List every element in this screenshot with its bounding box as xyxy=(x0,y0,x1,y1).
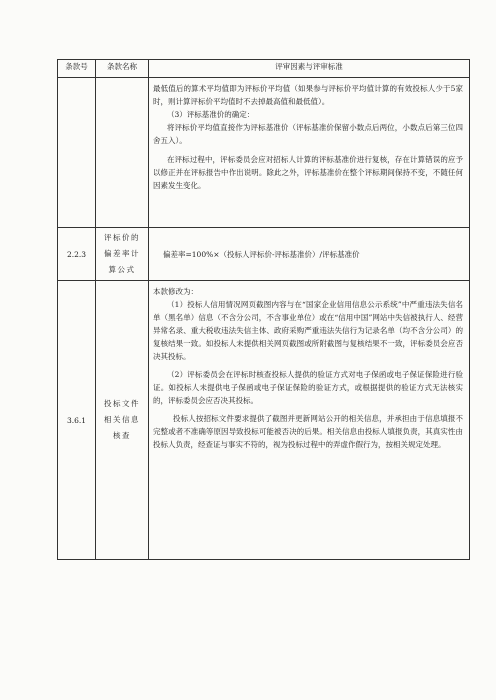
formula-cell: 偏差率=100%×（投标人评标价-评标基准价）/评标基准价 xyxy=(149,228,470,281)
header-clause-name: 条款名称 xyxy=(96,60,149,78)
clause-name-line: 核查 xyxy=(113,431,131,440)
paragraph: 投标人按招标文件要求提供了截图并更新网站公开的相关信息，并承担由于信息填报不完整或者不准确等原因导致投标可能被否决的后果。相关信息由投标人填报负责，其真实性由投标人负责，经查证与事实不符的，视为投标过程中的弄虚作假行为，按相关规定处理。 xyxy=(153,414,463,449)
evaluation-table xyxy=(57,59,470,560)
table-row xyxy=(58,281,470,560)
clause-name-line: 相关信息 xyxy=(104,415,140,424)
clause-number-cell: 3.6.1 xyxy=(58,281,96,560)
clause-name-cell xyxy=(96,281,149,560)
paragraph: （3）评标基准价的确定： xyxy=(167,110,255,119)
table-header-row xyxy=(58,60,470,78)
clause-name-line: 偏差率计 xyxy=(104,249,140,258)
clause-name-cell xyxy=(96,78,149,228)
clause-name-cell xyxy=(96,228,149,281)
table-row xyxy=(58,228,470,281)
paragraph: 在评标过程中，评标委员会应对招标人计算的评标基准价进行复核，存在计算错误的应予以修正并在评标报告中作出说明。除此之外，评标基准价在整个评标期间保持不变，不随任何因素发生变化。 xyxy=(153,155,463,190)
criteria-cell xyxy=(149,281,470,560)
clause-name-line: 投标文件 xyxy=(104,399,140,408)
clause-name-line: 评标价的 xyxy=(104,233,140,242)
paragraph: 本款修改为： xyxy=(153,287,198,296)
paragraph: 将评标价平均值直接作为评标基准价（评标基准价保留小数点后两位，小数点后第三位四舍五入）。 xyxy=(153,123,463,145)
clause-name-line: 算公式 xyxy=(108,265,136,274)
header-criteria: 评审因素与评审标准 xyxy=(149,60,470,78)
clause-number-cell xyxy=(58,78,96,228)
paragraph: （2）评标委员会在评标时核查投标人提供的验证方式对电子保函或电子保证保险进行验证。如投标人未提供电子保函或电子保证保险的验证方式，或根据提供的验证方式无法核实的，评标委员会应否决其投标。 xyxy=(153,370,463,405)
paragraph: （1）投标人信用情况网页截图内容与在“国家企业信用信息公示系统”中严重违法失信名单（黑名单）信息（不含分公司，不含事业单位）或在“信用中国”网站中失信被执行人、经营异常名录、重大税收违法失信主体、政府采购严重违法失信行为记录名单（均不含分公司）的复核结果一致。如投标人未提供相关网页截图或所附截图与复核结果不一致，评标委员会应否决其投标。 xyxy=(153,300,463,361)
header-clause-number: 条款号 xyxy=(58,60,96,78)
criteria-cell xyxy=(149,78,470,228)
table-row xyxy=(58,78,470,228)
clause-number-cell: 2.2.3 xyxy=(58,228,96,281)
paragraph: 最低值后的算术平均值即为评标价平均值（如果参与评标价平均值计算的有效投标人少于5家时，则计算评标价平均值时不去掉最高值和最低值）。 xyxy=(153,84,463,106)
